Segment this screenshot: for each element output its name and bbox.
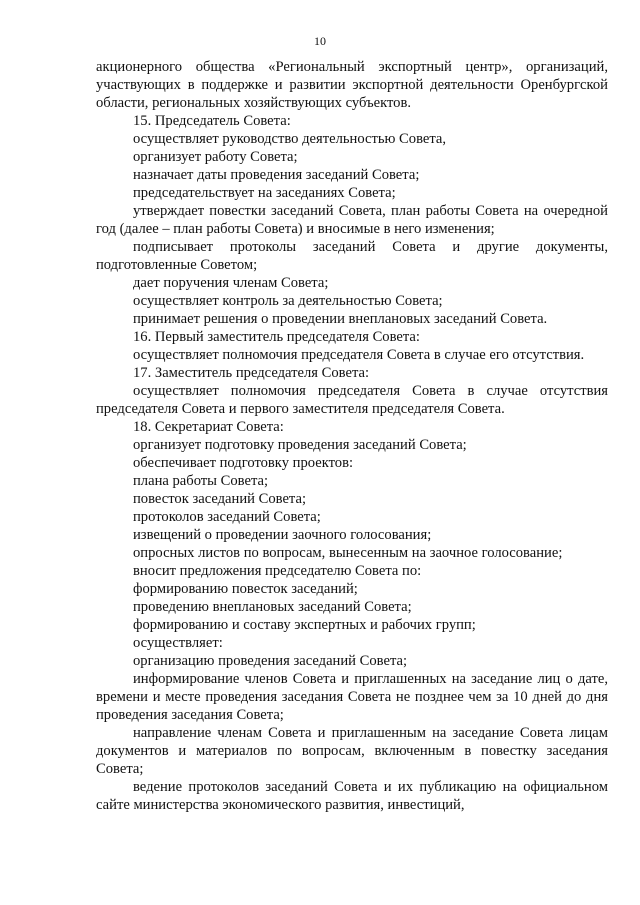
paragraph: плана работы Совета;: [133, 473, 269, 489]
paragraph: формированию повесток заседаний;: [133, 581, 358, 597]
page-number: 10: [314, 34, 326, 48]
document-body: [96, 58, 608, 814]
paragraph: протоколов заседаний Совета;: [133, 509, 321, 525]
paragraph: повесток заседаний Совета;: [133, 491, 307, 507]
paragraph: 18. Секретариат Совета:: [133, 419, 284, 435]
paragraph: утверждает повестки заседаний Совета, план работы Совета на очередной год (далее – план работы Совета) и вносимые в него изменения;: [96, 203, 608, 237]
paragraph: осуществляет полномочия председателя Совета в случае его отсутствия.: [133, 347, 585, 363]
paragraph: ведение протоколов заседаний Совета и их публикацию на официальном сайте министерства экономического развития, инвестиций,: [96, 779, 608, 813]
paragraph: дает поручения членам Совета;: [133, 275, 329, 291]
paragraph: 16. Первый заместитель председателя Совета:: [133, 329, 420, 345]
paragraph: опросных листов по вопросам, вынесенным на заочное голосование;: [133, 545, 563, 561]
paragraph: 15. Председатель Совета:: [133, 113, 291, 129]
paragraph: организует подготовку проведения заседаний Совета;: [133, 437, 467, 453]
paragraph: принимает решения о проведении внеплановых заседаний Совета.: [133, 311, 548, 327]
paragraph: осуществляет полномочия председателя Совета в случае отсутствия председателя Совета и первого заместителя председателя Совета.: [96, 383, 608, 417]
paragraph: обеспечивает подготовку проектов:: [133, 455, 354, 471]
paragraph: вносит предложения председателю Совета по:: [133, 563, 422, 579]
paragraph: направление членам Совета и приглашенным на заседание Совета лицам документов и материалов по вопросам, включенным в повестку заседания Совета;: [96, 725, 608, 777]
paragraph: информирование членов Совета и приглашенных на заседание лиц о дате, времени и месте проведения заседания Совета не позднее чем за 10 дней до дня проведения заседания Совета;: [96, 671, 608, 723]
paragraph: извещений о проведении заочного голосования;: [133, 527, 432, 543]
paragraph: осуществляет руководство деятельностью Совета,: [133, 131, 447, 147]
paragraph: осуществляет:: [133, 635, 223, 651]
paragraph: председательствует на заседаниях Совета;: [133, 185, 396, 201]
paragraph: 17. Заместитель председателя Совета:: [133, 365, 370, 381]
paragraph: формированию и составу экспертных и рабочих групп;: [133, 617, 476, 633]
paragraph: проведению внеплановых заседаний Совета;: [133, 599, 412, 615]
paragraph: назначает даты проведения заседаний Совета;: [133, 167, 420, 183]
paragraph: осуществляет контроль за деятельностью Совета;: [133, 293, 443, 309]
paragraph: акционерного общества «Региональный экспортный центр», организаций, участвующих в поддержке и развитии экспортной деятельности Оренбургской области, региональных хозяйствующих субъектов.: [96, 59, 608, 111]
paragraph: подписывает протоколы заседаний Совета и другие документы, подготовленные Советом;: [96, 239, 608, 273]
paragraph: организацию проведения заседаний Совета;: [133, 653, 408, 669]
paragraph: организует работу Совета;: [133, 149, 298, 165]
